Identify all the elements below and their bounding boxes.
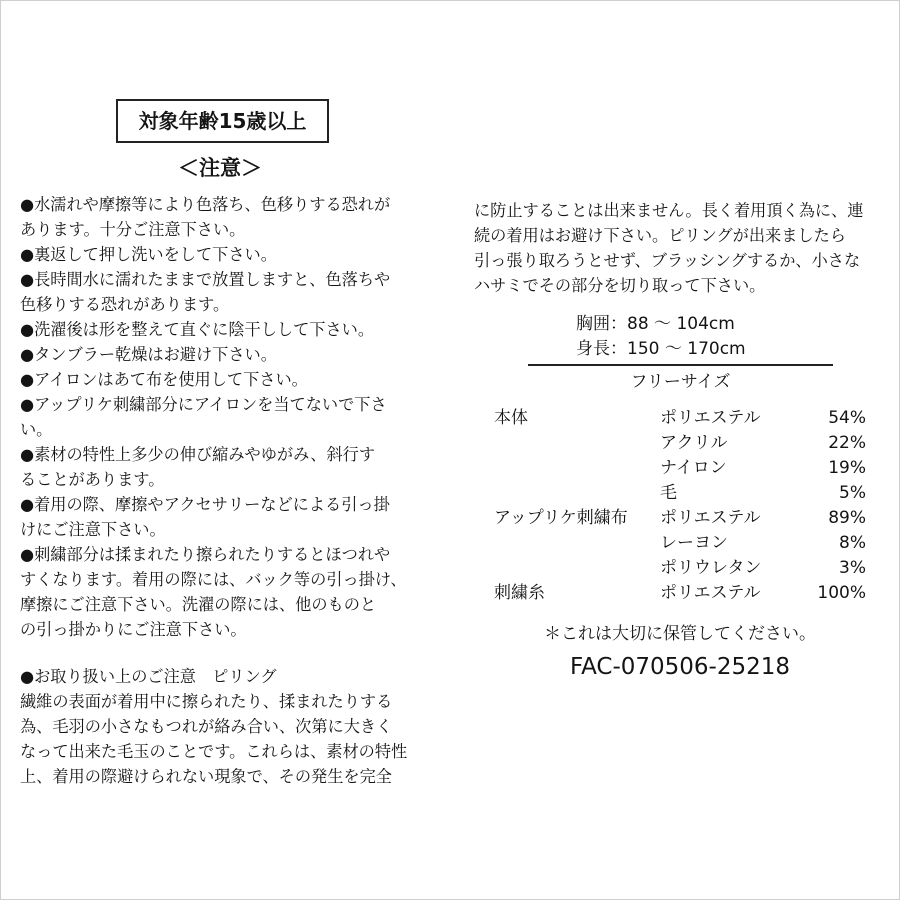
part-name: 本体	[494, 408, 528, 428]
composition-row	[494, 556, 870, 581]
caution-line: 色移りする恐れがあります。	[20, 295, 230, 314]
caution-line: ●アップリケ刺繍部分にアイロンを当てないで下さ	[20, 395, 387, 414]
pilling-line: 引っ張り取ろうとせず、ブラッシングするか、小さな	[474, 251, 861, 270]
fiber-name: ポリエステル	[660, 583, 761, 603]
caution-line: ●洗濯後は形を整えて直ぐに陰干しして下さい。	[20, 320, 375, 339]
fiber-percent: 22%	[828, 433, 866, 453]
caution-line: ●タンブラー乾燥はお避け下さい。	[20, 345, 277, 364]
composition-row	[494, 481, 870, 506]
pilling-line: 繊維の表面が着用中に擦られたり、揉まれたりする	[20, 692, 393, 711]
fiber-name: アクリル	[660, 433, 728, 453]
fiber-name: レーヨン	[660, 533, 728, 553]
caution-line: ●裏返して押し洗いをして下さい。	[20, 245, 277, 264]
caution-line: ●水濡れや摩擦等により色落ち、色移りする恐れが	[20, 195, 391, 214]
composition-row	[494, 581, 870, 606]
caution-line: い。	[20, 420, 53, 439]
composition-row	[494, 531, 870, 556]
caution-line: ることがあります。	[20, 470, 165, 489]
product-code: FAC-070506-25218	[569, 654, 791, 680]
pilling-line: 上、着用の際避けられない現象で、その発生を完全	[20, 767, 392, 786]
section-spacer	[20, 642, 445, 664]
fiber-percent: 5%	[839, 483, 866, 503]
size-divider	[528, 364, 833, 366]
caution-line: 摩擦にご注意下さい。洗濯の際には、他のものと	[20, 595, 377, 614]
caution-line: ●アイロンはあて布を使用して下さい。	[20, 370, 308, 389]
keep-note: ＊これは大切に保管してください。	[544, 624, 816, 644]
age-notice-box	[116, 99, 329, 143]
fiber-percent: 100%	[817, 583, 866, 603]
composition-row	[494, 456, 870, 481]
caution-line: あります。十分ご注意下さい。	[20, 220, 246, 239]
fiber-percent: 3%	[839, 558, 866, 578]
composition-row	[494, 431, 870, 456]
fiber-percent: 54%	[828, 408, 866, 428]
fiber-name: ナイロン	[660, 458, 727, 478]
pilling-line: ハサミでその部分を切り取って下さい。	[474, 276, 766, 295]
composition-table	[494, 406, 870, 606]
pilling-line: なって出来た毛玉のことです。これらは、素材の特性	[20, 742, 408, 761]
composition-row	[494, 506, 870, 531]
caution-line: すくなります。着用の際には、バック等の引っ掛け、	[20, 570, 407, 589]
caution-line: ●長時間水に濡れたままで放置しますと、色落ちや	[20, 270, 391, 289]
composition-row	[494, 406, 870, 431]
fiber-percent: 19%	[828, 458, 866, 478]
caution-line: の引っ掛かりにご注意下さい。	[20, 620, 247, 639]
pilling-line: 続の着用はお避け下さい。ピリングが出来ましたら	[474, 226, 846, 245]
caution-list	[20, 192, 445, 789]
pilling-line: 為、毛羽の小さなもつれが絡み合い、次第に大きく	[20, 717, 393, 736]
fiber-name: ポリエステル	[660, 408, 761, 428]
pilling-line: に防止することは出来ません。長く着用頂く為に、連	[474, 201, 864, 220]
size-block	[576, 312, 806, 362]
part-name: 刺繍糸	[494, 583, 545, 603]
chest-size: 胸囲：88 ～ 104cm	[576, 314, 735, 334]
caution-line: ●素材の特性上多少の伸び縮みやゆがみ、斜行す	[20, 445, 376, 464]
age-notice: 対象年齢15歳以上	[138, 109, 307, 133]
free-size-label: フリーサイズ	[630, 372, 731, 392]
fiber-percent: 8%	[839, 533, 866, 553]
pilling-continued	[474, 198, 894, 298]
part-name: アップリケ刺繍布	[494, 508, 628, 528]
fiber-name: ポリエステル	[660, 508, 761, 528]
caution-line: ●着用の際、摩擦やアクセサリーなどによる引っ掛	[20, 495, 390, 514]
fiber-name: ポリウレタン	[660, 558, 762, 578]
fiber-name: 毛	[660, 483, 677, 503]
height-size: 身長：150 ～ 170cm	[576, 339, 746, 359]
fiber-percent: 89%	[828, 508, 866, 528]
pilling-heading: ●お取り扱い上のご注意 ピリング	[20, 667, 277, 686]
caution-line: けにご注意下さい。	[20, 520, 166, 539]
caution-title: ＜注意＞	[178, 156, 262, 180]
caution-line: ●刺繍部分は揉まれたり擦られたりするとほつれや	[20, 545, 391, 564]
